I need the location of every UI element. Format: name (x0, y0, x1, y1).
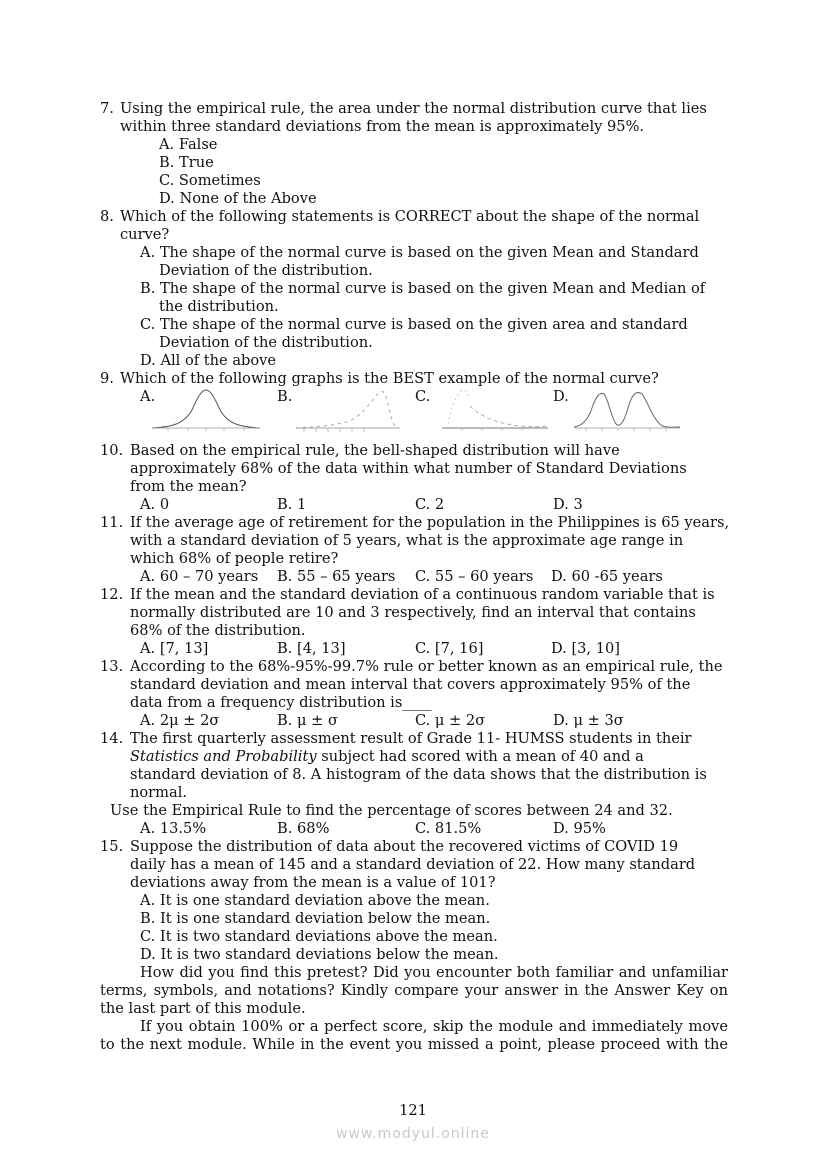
q11-text-line1: If the average age of retirement for the population in the Philippines is 65 years, (130, 514, 730, 531)
graph-a-bell-curve (150, 384, 262, 436)
q15-option-d: D. It is two standard deviations below the mean. (140, 946, 499, 963)
q13-option-b: B. μ ± σ (277, 712, 338, 729)
q13-option-a: A. 2μ ± 2σ (140, 712, 220, 729)
q13-text-line2: standard deviation and mean interval that covers approximately 95% of the (130, 676, 691, 693)
q10-option-d: D. 3 (553, 496, 583, 513)
q10-option-c: C. 2 (415, 496, 445, 513)
q11-option-b: B. 55 – 65 years (277, 568, 396, 585)
q7-option-d: D. None of the Above (159, 190, 317, 207)
q10-number: 10. (100, 442, 124, 459)
q7-option-c: C. Sometimes (159, 172, 261, 189)
q9-text-line1: Which of the following graphs is the BEST example of the normal curve? (120, 370, 659, 387)
q12-text-line2: normally distributed are 10 and 3 respectively, find an interval that contains (130, 604, 696, 621)
q8-option-d: D. All of the above (140, 352, 277, 369)
q13-text-line1: According to the 68%-95%-99.7% rule or better known as an empirical rule, the (130, 658, 723, 675)
q14-option-c: C. 81.5% (415, 820, 482, 837)
q12-number: 12. (100, 586, 124, 603)
q7-option-a: A. False (159, 136, 218, 153)
q12-text-line1: If the mean and the standard deviation of a continuous random variable that is (130, 586, 715, 603)
q13-text-line3: data from a frequency distribution is____ (130, 694, 432, 711)
q14-option-b: B. 68% (277, 820, 330, 837)
q15-option-b: B. It is one standard deviation below the mean. (140, 910, 491, 927)
q8-option-a-line2: Deviation of the distribution. (159, 262, 373, 279)
q14-option-d: D. 95% (553, 820, 606, 837)
q15-number: 15. (100, 838, 124, 855)
q14-text-line3: standard deviation of 8. A histogram of the data shows that the distribution is (130, 766, 707, 783)
q14-text-line2-rest: subject had scored with a mean of 40 and a (316, 748, 644, 765)
q9-number: 9. (100, 370, 114, 387)
q8-text-line2: curve? (120, 226, 170, 243)
q14-text-line2 (130, 748, 644, 766)
q14-text-line4: normal. (130, 784, 188, 801)
q14-text-line1: The first quarterly assessment result of Grade 11- HUMSS students in their (130, 730, 692, 747)
q14-number: 14. (100, 730, 124, 747)
graph-b-skewed-curve (292, 384, 404, 436)
page-number: 121 (399, 1102, 427, 1119)
closing-p2-line2: to the next module. While in the event you missed a point, please proceed with the (100, 1036, 728, 1053)
graph-d-bimodal-curve (570, 384, 682, 436)
q12-option-d: D. [3, 10] (551, 640, 620, 657)
closing-p1-line3: the last part of this module. (100, 1000, 306, 1017)
q8-option-b-line2: the distribution. (159, 298, 279, 315)
graph-c-skewed-curve (440, 384, 552, 436)
q9-option-c: C. (415, 388, 431, 405)
q15-option-a: A. It is one standard deviation above the mean. (140, 892, 490, 909)
q7-text-line1: Using the empirical rule, the area under the normal distribution curve that lies (120, 100, 707, 117)
q8-text-line1: Which of the following statements is CORRECT about the shape of the normal (120, 208, 700, 225)
watermark: www.modyul.online (336, 1126, 490, 1142)
q9-option-d: D. (553, 388, 569, 405)
q9-option-a: A. (140, 388, 156, 405)
q8-option-c-line2: Deviation of the distribution. (159, 334, 373, 351)
q13-option-c: C. μ ± 2σ (415, 712, 486, 729)
q15-text-line1: Suppose the distribution of data about the recovered victims of COVID 19 (130, 838, 679, 855)
q13-option-d: D. μ ± 3σ (553, 712, 624, 729)
q12-option-a: A. [7, 13] (140, 640, 209, 657)
closing-p1-line2: terms, symbols, and notations? Kindly compare your answer in the Answer Key on (100, 982, 728, 999)
q11-option-a: A. 60 – 70 years (140, 568, 259, 585)
closing-p2-line1: If you obtain 100% or a perfect score, skip the module and immediately move (140, 1018, 728, 1035)
q8-option-b-line1: B. The shape of the normal curve is based on the given Mean and Median of (140, 280, 706, 297)
q10-text-line1: Based on the empirical rule, the bell-shaped distribution will have (130, 442, 620, 459)
q7-option-b: B. True (159, 154, 214, 171)
q11-option-c: C. 55 – 60 years (415, 568, 534, 585)
q7-number: 7. (100, 100, 114, 117)
q10-text-line3: from the mean? (130, 478, 247, 495)
q11-option-d: D. 60 -65 years (551, 568, 663, 585)
q12-text-line3: 68% of the distribution. (130, 622, 306, 639)
closing-p1-line1: How did you find this pretest? Did you encounter both familiar and unfamiliar (140, 964, 728, 981)
q7-text-line2: within three standard deviations from the mean is approximately 95%. (120, 118, 645, 135)
q10-text-line2: approximately 68% of the data within what number of Standard Deviations (130, 460, 687, 477)
q10-option-b: B. 1 (277, 496, 307, 513)
q12-option-c: C. [7, 16] (415, 640, 484, 657)
q11-text-line2: with a standard deviation of 5 years, what is the approximate age range in (130, 532, 684, 549)
q15-text-line3: deviations away from the mean is a value of 101? (130, 874, 496, 891)
q10-option-a: A. 0 (140, 496, 170, 513)
q15-option-c: C. It is two standard deviations above the mean. (140, 928, 498, 945)
q13-number: 13. (100, 658, 124, 675)
q14-option-a: A. 13.5% (140, 820, 207, 837)
q11-number: 11. (100, 514, 124, 531)
q14-subject-italic: Statistics and Probability (130, 748, 317, 765)
q12-option-b: B. [4, 13] (277, 640, 346, 657)
q8-option-a-line1: A. The shape of the normal curve is based on the given Mean and Standard (140, 244, 699, 261)
q8-option-c-line1: C. The shape of the normal curve is based on the given area and standard (140, 316, 688, 333)
q14-text-line5: Use the Empirical Rule to find the percentage of scores between 24 and 32. (110, 802, 673, 819)
q8-number: 8. (100, 208, 114, 225)
q15-text-line2: daily has a mean of 145 and a standard deviation of 22. How many standard (130, 856, 696, 873)
q11-text-line3: which 68% of people retire? (130, 550, 339, 567)
q9-option-b: B. (277, 388, 293, 405)
